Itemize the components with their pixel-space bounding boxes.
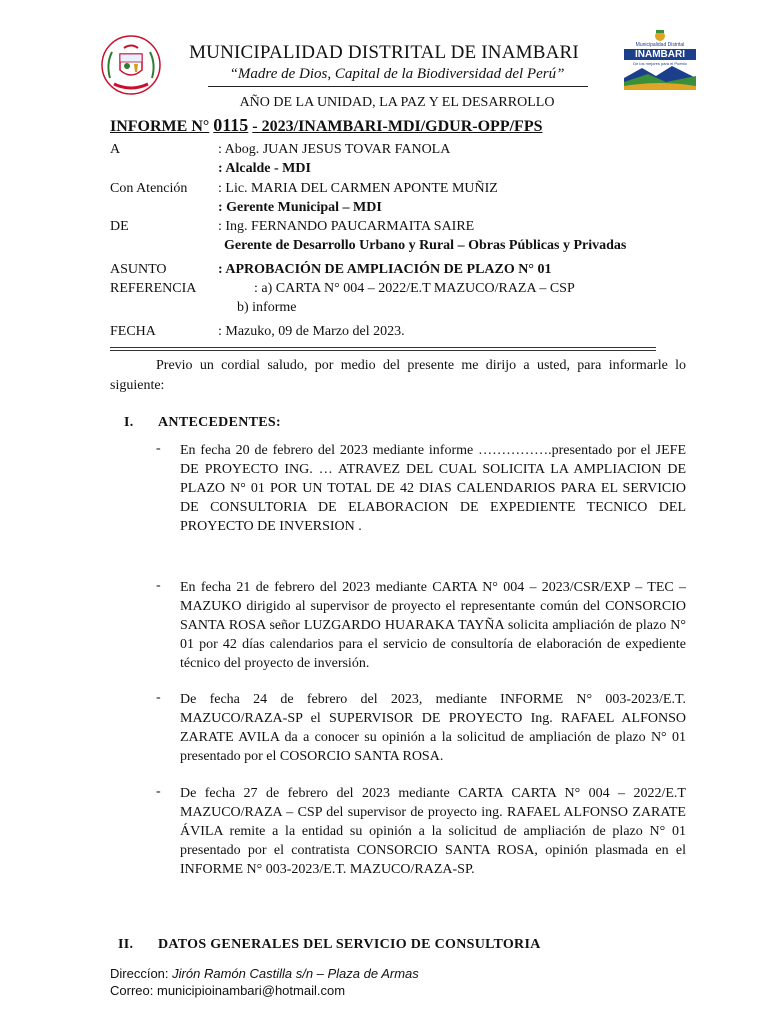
header-underline xyxy=(208,86,588,87)
field-referencia-label: REFERENCIA xyxy=(110,281,197,296)
field-asunto-label: ASUNTO xyxy=(110,262,167,277)
field-referencia-a: : a) CARTA N° 004 – 2022/E.T MAZUCO/RAZA – CSP xyxy=(254,281,575,296)
logo-top-text: Municipalidad Distrital xyxy=(635,42,685,48)
footer-address-label: Direccíon: xyxy=(110,966,169,981)
bullet-dash: - xyxy=(156,441,161,456)
antecedent-item-4: De fecha 27 de febrero del 2023 mediante CARTA CARTA N° 004 – 2022/E.T MAZUCO/RAZA – CSP del supervisor de proyecto ing. RAFAEL ALFONSO ZARATE ÁVILA remite a la entidad su opinión a la solicitud de ampliación de plazo N° 01 presentado por el contratista CONSORCIO SANTA ROSA, opinión plasmada en el INFORME N° 003-2023/E.T. MAZUCO/RAZA-SP. xyxy=(180,786,686,877)
field-atencion-sub: : Gerente Municipal – MDI xyxy=(218,200,382,215)
municipality-motto: “Madre de Dios, Capital de la Biodiversidad del Perú” xyxy=(229,66,565,82)
field-a-value: : Abog. JUAN JESUS TOVAR FANOLA xyxy=(218,142,451,157)
footer-email-label: Correo: xyxy=(110,983,154,998)
footer-address-value: Jirón Ramón Castilla s/n – Plaza de Armas xyxy=(172,966,419,981)
field-a-sub: : Alcalde - MDI xyxy=(218,161,311,176)
footer-email xyxy=(110,983,345,998)
section-2-title: DATOS GENERALES DEL SERVICIO DE CONSULTORIA xyxy=(158,937,541,952)
footer-address xyxy=(110,966,419,981)
report-number xyxy=(110,115,543,136)
report-number-value: 0115 xyxy=(213,115,249,135)
antecedent-item-3: De fecha 24 de febrero del 2023, mediante INFORME N° 003-2023/E.T. MAZUCO/RAZA-SP el SUPERVISOR DE PROYECTO Ing. RAFAEL ALFONSO ZARATE AVILA da a conocer su opinión a la solicitud de ampliación de plazo N° 01 presentado por el COSORCIO SANTA ROSA. xyxy=(180,692,686,764)
logo-slogan: De los mejores para el Pueblo xyxy=(633,61,687,66)
separator-line-top xyxy=(110,347,656,348)
year-name: AÑO DE LA UNIDAD, LA PAZ Y EL DESARROLLO xyxy=(239,95,555,110)
field-a-label: A xyxy=(110,142,121,157)
bullet-dash: - xyxy=(156,690,161,705)
antecedent-item-1: En fecha 20 de febrero del 2023 mediante informe …………….presentado por el JEFE DE PROYECTO ING. … ATRAVEZ DEL CUAL SOLICITA LA AMPLIACION DE PLAZO N° 01 POR UN TOTAL DE 42 DIAS CALENDARIOS PARA EL SERVICIO DE CONSULTORIA DE ELABORACION DE EXPEDIENTE TECNICO DEL PROYECTO DE INVERSION . xyxy=(180,443,686,534)
field-de-value: : Ing. FERNANDO PAUCARMAITA SAIRE xyxy=(218,219,475,234)
bullet-dash: - xyxy=(156,784,161,799)
municipality-title: MUNICIPALIDAD DISTRITAL DE INAMBARI xyxy=(189,42,579,63)
logo-name: INAMBARI xyxy=(635,49,685,60)
field-referencia-b: b) informe xyxy=(237,300,297,315)
footer-email-value: municipioinambari@hotmail.com xyxy=(156,983,346,998)
section-1-numeral: I. xyxy=(124,415,134,430)
antecedent-item-2: En fecha 21 de febrero del 2023 mediante CARTA N° 004 – 2023/CSR/EXP – TEC – MAZUKO dirigido al supervisor de proyecto el representante común del CONSORCIO SANTA ROSA señor LUZGARDO HUARAKA TAYÑA solicita ampliación de plazo N° 01 por 42 días calendarios para el servicio de consultoría de elaboración de expediente técnico del proyecto de inversión. xyxy=(180,580,686,671)
field-fecha-value: : Mazuko, 09 de Marzo del 2023. xyxy=(218,324,405,339)
section-2-numeral: II. xyxy=(118,937,134,952)
field-fecha-label: FECHA xyxy=(110,324,156,339)
separator-line-bottom xyxy=(110,350,656,351)
report-suffix: - 2023/INAMBARI-MDI/GDUR-OPP/FPS xyxy=(252,118,543,135)
bullet-dash: - xyxy=(156,578,161,593)
field-asunto-value: : APROBACIÓN DE AMPLIACIÓN DE PLAZO N° 01 xyxy=(218,262,552,277)
intro-paragraph: Previo un cordial saludo, por medio del presente me dirijo a usted, para informarle lo siguiente: xyxy=(110,358,686,393)
report-prefix: INFORME N° xyxy=(110,118,210,135)
field-de-sub: Gerente de Desarrollo Urbano y Rural – Obras Públicas y Privadas xyxy=(224,238,627,253)
section-1-title: ANTECEDENTES: xyxy=(158,415,281,430)
field-atencion-value: : Lic. MARIA DEL CARMEN APONTE MUÑIZ xyxy=(218,181,498,196)
field-atencion-label: Con Atención xyxy=(110,181,188,196)
field-de-label: DE xyxy=(110,219,129,234)
